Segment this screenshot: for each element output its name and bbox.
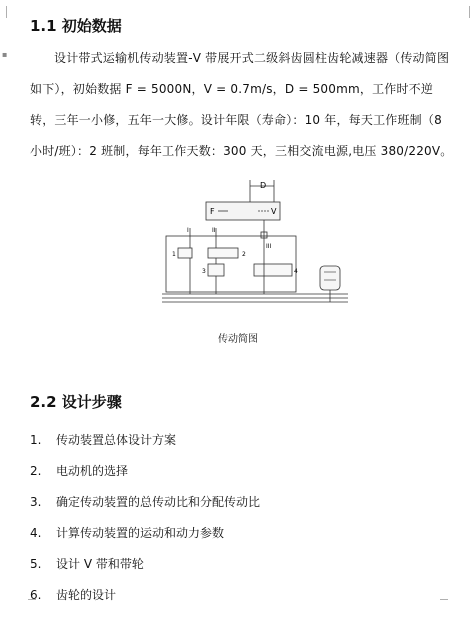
transmission-diagram: [160, 176, 350, 316]
label-gear-3: 3: [202, 268, 206, 275]
page-corner-mark: [6, 6, 19, 18]
step-text: 计算传动装置的运动和动力参数: [56, 526, 225, 540]
step-text: 设计 V 带和带轮: [56, 557, 144, 571]
label-shaft-II: II: [212, 227, 216, 234]
diagram-caption: 传动简图: [218, 334, 258, 345]
section-heading-initial-data: 1.1 初始数据: [30, 17, 122, 35]
label-gear-1: 1: [172, 251, 176, 258]
list-item: 4. 计算传动装置的运动和动力参数: [30, 525, 225, 540]
step-text: 确定传动装置的总传动比和分配传动比: [56, 495, 261, 509]
step-text: 电动机的选择: [56, 464, 129, 478]
label-D: D: [260, 181, 267, 190]
list-item: 6. 齿轮的设计: [30, 587, 117, 602]
page-corner-mark: [457, 6, 470, 18]
electric-motor: [320, 266, 340, 290]
label-gear-4: 4: [294, 268, 298, 275]
initial-data-paragraph: 设计带式运输机传动装置-V 带展开式二级斜齿圆柱齿轮减速器（传动简图如下），初始数据 F = 5000N，V = 0.7m/s，D = 500mm，工作时不逆转，三年一小修，五年一大修。设计年限（寿命）：10 年，每天工作班制（8 小时/班）：2 班制，每年工作天数：300 天，三相交流电源,电压 380/220V。: [30, 51, 453, 158]
page-corner-mark: [440, 599, 448, 612]
list-item: 5. 设计 V 带和带轮: [30, 556, 144, 571]
label-F: F: [210, 207, 215, 216]
design-steps-list: [30, 424, 260, 610]
list-item: 1. 传动装置总体设计方案: [30, 432, 177, 447]
section-heading-design-steps: 2.2 设计步骤: [30, 393, 122, 411]
label-V: V: [271, 207, 277, 216]
step-text: 传动装置总体设计方案: [56, 433, 177, 447]
label-gear-2: 2: [242, 251, 246, 258]
label-shaft-III: III: [266, 243, 272, 250]
list-item: 2. 电动机的选择: [30, 463, 129, 478]
paragraph-mark-icon: ▪: [2, 50, 8, 59]
label-shaft-I: I: [187, 227, 189, 234]
list-item: 3. 确定传动装置的总传动比和分配传动比: [30, 494, 261, 509]
step-text: 齿轮的设计: [56, 588, 117, 602]
